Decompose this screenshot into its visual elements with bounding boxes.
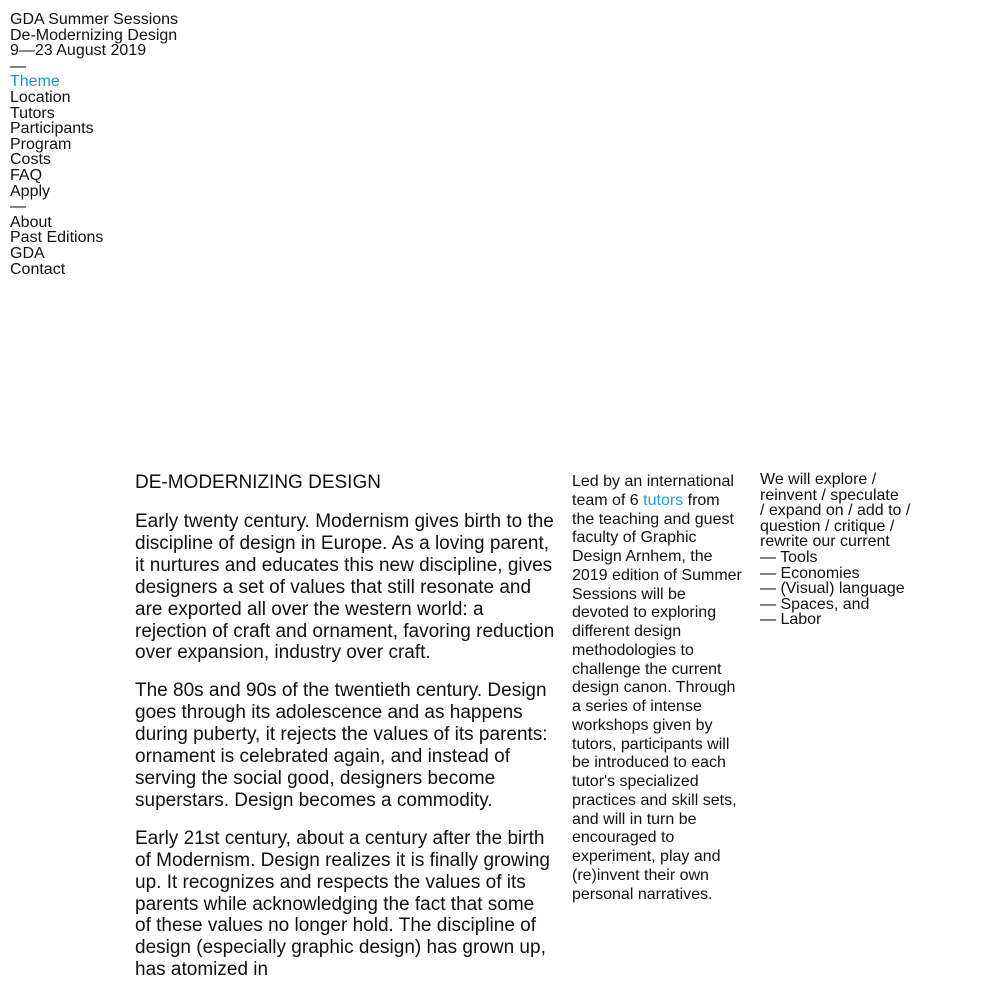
- nav-item-about[interactable]: About: [10, 213, 52, 231]
- nav-row: [10, 90, 178, 106]
- nav-item-theme[interactable]: Theme: [10, 73, 60, 91]
- nav-row: [10, 246, 178, 262]
- explore-line: rewrite our current: [760, 533, 890, 551]
- nav-item-participants[interactable]: Participants: [10, 120, 94, 138]
- nav-item-apply[interactable]: Apply: [10, 182, 51, 200]
- intro-text-after: from the teaching and guest faculty of Graphic Design Arnhem, the 2019 edition of Summer Sessions will be devoted to exploring different design methodologies to challenge the current design canon. Through a series of intense workshops given by tutors, participants will be introduced to each tutor's specialized practices and skill sets, and will in turn be encouraged to experiment, play and (re)invent their own personal narratives.: [572, 491, 742, 903]
- main-content: [135, 472, 555, 997]
- main-paragraph-2: The 80s and 90s of the twentieth century. Design goes through its adolescence and as happens during puberty, it rejects the values of its parents: ornament is celebrated again, and instead of serving the social good, designers become superstars. Design becomes a commodity.: [135, 680, 548, 811]
- nav-row: [10, 215, 178, 231]
- intro-text-before: Led by an international team of 6: [572, 473, 734, 509]
- nav-secondary: [10, 215, 178, 277]
- site-navigation: [10, 12, 178, 277]
- nav-divider: —: [10, 198, 26, 216]
- nav-row: [10, 262, 178, 278]
- explore-item: — Economies: [760, 564, 860, 582]
- nav-row: [10, 106, 178, 122]
- explore-item: — Spaces, and: [760, 595, 870, 613]
- explore-line: We will explore /: [760, 471, 877, 488]
- explore-line: / expand on / add to /: [760, 502, 911, 520]
- main-paragraph-3: Early 21st century, about a century after the birth of Modernism. Design realizes it is finally growing up. It recognizes and respects the values of its parents while acknowledging the fact that some of these values no longer hold. The discipline of design (especially graphic design) has grown up, has atomized in: [135, 827, 550, 981]
- intro-column: [572, 473, 744, 904]
- nav-row: [10, 230, 178, 246]
- site-dates: 9—23 August 2019: [10, 42, 147, 60]
- nav-row: [10, 74, 178, 90]
- explore-item: — Labor: [760, 611, 822, 629]
- nav-item-past-editions[interactable]: Past Editions: [10, 229, 104, 247]
- site-title: GDA Summer Sessions: [10, 11, 179, 28]
- nav-item-location[interactable]: Location: [10, 88, 71, 106]
- nav-row: [10, 137, 178, 153]
- nav-item-costs[interactable]: Costs: [10, 151, 51, 169]
- nav-item-gda[interactable]: GDA: [10, 244, 45, 262]
- nav-item-program[interactable]: Program: [10, 135, 72, 153]
- explore-item: — (Visual) language: [760, 580, 905, 598]
- nav-item-faq[interactable]: FAQ: [10, 166, 43, 184]
- nav-row: [10, 121, 178, 137]
- main-paragraph-1: Early twenty century. Modernism gives birth to the discipline of design in Europe. As a loving parent, it nurtures and educates this new discipline, gives designers a set of values that still resonate and are exported all over the western world: a rejection of craft and ornament, favoring reduction over expansion, industry over craft.: [135, 511, 555, 664]
- explore-column: [760, 472, 920, 628]
- explore-line: question / critique /: [760, 517, 895, 535]
- nav-item-contact[interactable]: Contact: [10, 260, 66, 278]
- nav-row: [10, 184, 178, 200]
- nav-row: [10, 168, 178, 184]
- page-heading: DE-MODERNIZING DESIGN: [135, 472, 381, 493]
- tutors-link[interactable]: tutors: [643, 491, 684, 509]
- explore-line: reinvent / speculate: [760, 486, 899, 504]
- nav-row: [10, 152, 178, 168]
- site-subtitle: De-Modernizing Design: [10, 26, 178, 44]
- nav-divider: —: [10, 57, 26, 75]
- explore-item: — Tools: [760, 548, 818, 566]
- nav-item-tutors[interactable]: Tutors: [10, 104, 55, 122]
- nav-primary: [10, 74, 178, 199]
